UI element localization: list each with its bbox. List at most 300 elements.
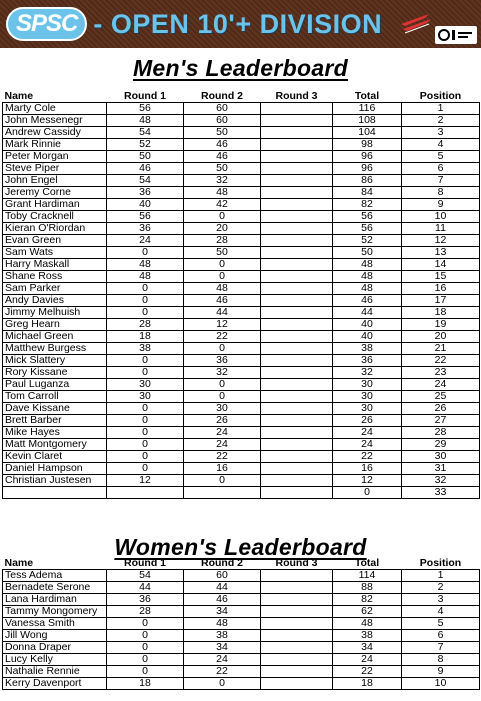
cell-round2: 0 bbox=[184, 475, 261, 487]
cell-position: 16 bbox=[402, 283, 480, 295]
cell-round3 bbox=[261, 127, 333, 139]
column-header-round2: Round 2 bbox=[201, 557, 243, 569]
cell-round2: 48 bbox=[184, 283, 261, 295]
cell-total: 0 bbox=[333, 487, 402, 499]
cell-round2: 46 bbox=[184, 594, 261, 606]
cell-position: 13 bbox=[402, 247, 480, 259]
cell-round2: 0 bbox=[184, 391, 261, 403]
cell-round3 bbox=[261, 199, 333, 211]
cell-round2: 46 bbox=[184, 295, 261, 307]
table-row bbox=[3, 151, 480, 163]
cell-name: Mark Rinnie bbox=[3, 139, 107, 151]
column-header-position: Position bbox=[419, 90, 462, 102]
cell-name: Tess Adema bbox=[3, 570, 107, 582]
cell-name: Shane Ross bbox=[3, 271, 107, 283]
table-row bbox=[3, 355, 480, 367]
column-header-total: Total bbox=[354, 90, 380, 102]
cell-round2: 34 bbox=[184, 606, 261, 618]
table-row bbox=[3, 259, 480, 271]
cell-position: 30 bbox=[402, 451, 480, 463]
cell-round2: 36 bbox=[184, 355, 261, 367]
cell-round2: 32 bbox=[184, 175, 261, 187]
cell-round3 bbox=[261, 187, 333, 199]
cell-round2: 16 bbox=[184, 463, 261, 475]
cell-round2: 50 bbox=[184, 163, 261, 175]
cell-total: 24 bbox=[333, 427, 402, 439]
table-row bbox=[3, 115, 480, 127]
cell-position: 10 bbox=[402, 678, 480, 690]
cell-position: 6 bbox=[402, 630, 480, 642]
cell-round2: 22 bbox=[184, 451, 261, 463]
cell-round3 bbox=[261, 582, 333, 594]
cell-name: Donna Draper bbox=[3, 642, 107, 654]
cell-round3 bbox=[261, 439, 333, 451]
cell-total: 62 bbox=[333, 606, 402, 618]
cell-round3 bbox=[261, 487, 333, 499]
table-row bbox=[3, 211, 480, 223]
cell-round3 bbox=[261, 247, 333, 259]
cell-round2: 12 bbox=[184, 319, 261, 331]
cell-round1: 48 bbox=[107, 271, 184, 283]
womens-leaderboard-title: Women's Leaderboard bbox=[114, 534, 367, 560]
cell-round3 bbox=[261, 415, 333, 427]
cell-name: Jeremy Corne bbox=[3, 187, 107, 199]
cell-total: 18 bbox=[333, 678, 402, 690]
cell-name: Sam Wats bbox=[3, 247, 107, 259]
cell-name: Greg Hearn bbox=[3, 319, 107, 331]
cell-round1: 54 bbox=[107, 175, 184, 187]
cell-round1: 54 bbox=[107, 127, 184, 139]
table-row bbox=[3, 487, 480, 499]
cell-name: Peter Morgan bbox=[3, 151, 107, 163]
cell-total: 82 bbox=[333, 199, 402, 211]
cell-name: Paul Luganza bbox=[3, 379, 107, 391]
table-row bbox=[3, 367, 480, 379]
cell-position: 19 bbox=[402, 319, 480, 331]
table-row bbox=[3, 391, 480, 403]
table-row bbox=[3, 379, 480, 391]
cell-total: 12 bbox=[333, 475, 402, 487]
cell-total: 38 bbox=[333, 630, 402, 642]
cell-round2: 46 bbox=[184, 139, 261, 151]
cell-round2: 44 bbox=[184, 307, 261, 319]
cell-round2: 38 bbox=[184, 630, 261, 642]
cell-position: 22 bbox=[402, 355, 480, 367]
cell-round1: 54 bbox=[107, 570, 184, 582]
table-row bbox=[3, 127, 480, 139]
table-row bbox=[3, 451, 480, 463]
cell-total: 104 bbox=[333, 127, 402, 139]
cell-total: 40 bbox=[333, 319, 402, 331]
cell-total: 22 bbox=[333, 666, 402, 678]
cell-position: 6 bbox=[402, 163, 480, 175]
cell-round2: 24 bbox=[184, 427, 261, 439]
cell-round2: 60 bbox=[184, 115, 261, 127]
cell-total: 48 bbox=[333, 618, 402, 630]
cell-round1: 0 bbox=[107, 463, 184, 475]
cell-total: 30 bbox=[333, 403, 402, 415]
cell-round2: 50 bbox=[184, 247, 261, 259]
table-row bbox=[3, 654, 480, 666]
cell-round1: 38 bbox=[107, 343, 184, 355]
cell-position: 1 bbox=[402, 103, 480, 115]
cell-round1: 52 bbox=[107, 139, 184, 151]
cell-round3 bbox=[261, 570, 333, 582]
cell-round3 bbox=[261, 103, 333, 115]
table-row bbox=[3, 475, 480, 487]
cell-position: 9 bbox=[402, 199, 480, 211]
cell-round3 bbox=[261, 139, 333, 151]
table-row bbox=[3, 618, 480, 630]
table-row bbox=[3, 295, 480, 307]
cell-round1: 0 bbox=[107, 451, 184, 463]
cell-name: Grant Hardiman bbox=[3, 199, 107, 211]
cell-round1: 0 bbox=[107, 654, 184, 666]
cell-round1: 28 bbox=[107, 606, 184, 618]
cell-round3 bbox=[261, 223, 333, 235]
cell-round1: 0 bbox=[107, 283, 184, 295]
cell-round1: 0 bbox=[107, 403, 184, 415]
cell-round2 bbox=[184, 487, 261, 499]
table-row bbox=[3, 594, 480, 606]
column-header-round3: Round 3 bbox=[275, 557, 318, 569]
cell-round3 bbox=[261, 606, 333, 618]
cell-total: 48 bbox=[333, 259, 402, 271]
cell-position: 27 bbox=[402, 415, 480, 427]
cell-name: Lana Hardiman bbox=[3, 594, 107, 606]
cell-round3 bbox=[261, 211, 333, 223]
column-header-total: Total bbox=[354, 557, 380, 569]
cell-round1: 0 bbox=[107, 439, 184, 451]
cell-total: 50 bbox=[333, 247, 402, 259]
cell-round2: 26 bbox=[184, 415, 261, 427]
table-row bbox=[3, 271, 480, 283]
table-row bbox=[3, 235, 480, 247]
cell-position: 26 bbox=[402, 403, 480, 415]
cell-round1: 0 bbox=[107, 666, 184, 678]
cell-round3 bbox=[261, 379, 333, 391]
cell-round2: 0 bbox=[184, 379, 261, 391]
cell-round1: 50 bbox=[107, 151, 184, 163]
cell-round1: 36 bbox=[107, 594, 184, 606]
table-row bbox=[3, 582, 480, 594]
column-header-position: Position bbox=[419, 557, 462, 569]
table-row bbox=[3, 175, 480, 187]
cell-name: Sam Parker bbox=[3, 283, 107, 295]
cell-total: 48 bbox=[333, 283, 402, 295]
cell-round1: 46 bbox=[107, 163, 184, 175]
cell-round1: 30 bbox=[107, 379, 184, 391]
column-header-name: Name bbox=[4, 557, 34, 569]
cell-round1: 0 bbox=[107, 367, 184, 379]
table-row bbox=[3, 570, 480, 582]
cell-round3 bbox=[261, 630, 333, 642]
cell-name bbox=[3, 487, 107, 499]
cell-round3 bbox=[261, 427, 333, 439]
cell-position: 21 bbox=[402, 343, 480, 355]
table-row bbox=[3, 319, 480, 331]
cell-round3 bbox=[261, 642, 333, 654]
cell-position: 28 bbox=[402, 427, 480, 439]
cell-position: 5 bbox=[402, 151, 480, 163]
cell-name: Christian Justesen bbox=[3, 475, 107, 487]
cell-name: Mick Slattery bbox=[3, 355, 107, 367]
cell-name: Tammy Mongomery bbox=[3, 606, 107, 618]
cell-total: 26 bbox=[333, 415, 402, 427]
cell-total: 44 bbox=[333, 307, 402, 319]
cell-round2: 0 bbox=[184, 259, 261, 271]
cell-round1: 18 bbox=[107, 678, 184, 690]
cell-name: Jill Wong bbox=[3, 630, 107, 642]
cell-round1: 40 bbox=[107, 199, 184, 211]
cell-round1: 0 bbox=[107, 295, 184, 307]
cell-total: 40 bbox=[333, 331, 402, 343]
womens-leaderboard-table bbox=[2, 557, 480, 690]
cell-total: 24 bbox=[333, 439, 402, 451]
table-row bbox=[3, 187, 480, 199]
cell-position: 2 bbox=[402, 115, 480, 127]
cell-name: Rory Kissane bbox=[3, 367, 107, 379]
cell-round3 bbox=[261, 319, 333, 331]
cell-total: 88 bbox=[333, 582, 402, 594]
cell-position: 17 bbox=[402, 295, 480, 307]
cell-round2: 48 bbox=[184, 187, 261, 199]
cell-round3 bbox=[261, 403, 333, 415]
column-header-round1: Round 1 bbox=[124, 557, 166, 569]
cell-name: Toby Cracknell bbox=[3, 211, 107, 223]
cell-round1: 0 bbox=[107, 630, 184, 642]
cell-total: 52 bbox=[333, 235, 402, 247]
cell-round1: 12 bbox=[107, 475, 184, 487]
cell-round1: 0 bbox=[107, 247, 184, 259]
cell-total: 82 bbox=[333, 594, 402, 606]
cell-position: 8 bbox=[402, 654, 480, 666]
cell-total: 34 bbox=[333, 642, 402, 654]
table-header-row bbox=[3, 90, 480, 103]
cell-total: 98 bbox=[333, 139, 402, 151]
table-row bbox=[3, 103, 480, 115]
table-row bbox=[3, 678, 480, 690]
cell-position: 4 bbox=[402, 606, 480, 618]
cell-round3 bbox=[261, 594, 333, 606]
cell-position: 33 bbox=[402, 487, 480, 499]
cell-round1: 0 bbox=[107, 307, 184, 319]
cell-total: 86 bbox=[333, 175, 402, 187]
cell-round2: 50 bbox=[184, 127, 261, 139]
cell-round1 bbox=[107, 487, 184, 499]
cell-position: 3 bbox=[402, 127, 480, 139]
cell-round2: 34 bbox=[184, 642, 261, 654]
cell-name: Matthew Burgess bbox=[3, 343, 107, 355]
cell-total: 24 bbox=[333, 654, 402, 666]
cell-position: 12 bbox=[402, 235, 480, 247]
table-row bbox=[3, 283, 480, 295]
cell-round3 bbox=[261, 259, 333, 271]
cell-total: 30 bbox=[333, 379, 402, 391]
table-header-row bbox=[3, 557, 480, 570]
cell-name: Matt Montgomery bbox=[3, 439, 107, 451]
cell-round3 bbox=[261, 678, 333, 690]
cell-position: 3 bbox=[402, 594, 480, 606]
cell-round2: 42 bbox=[184, 199, 261, 211]
cell-name: Lucy Kelly bbox=[3, 654, 107, 666]
cell-total: 96 bbox=[333, 151, 402, 163]
cell-total: 36 bbox=[333, 355, 402, 367]
cell-round3 bbox=[261, 175, 333, 187]
table-row bbox=[3, 331, 480, 343]
mens-leaderboard-title: Men's Leaderboard bbox=[132, 55, 349, 81]
cell-round1: 30 bbox=[107, 391, 184, 403]
partner-logo-icon bbox=[435, 26, 477, 44]
cell-round1: 0 bbox=[107, 427, 184, 439]
table-row bbox=[3, 606, 480, 618]
cell-name: Daniel Hampson bbox=[3, 463, 107, 475]
cell-round2: 28 bbox=[184, 235, 261, 247]
cell-round1: 24 bbox=[107, 235, 184, 247]
cell-name: Kevin Claret bbox=[3, 451, 107, 463]
cell-total: 48 bbox=[333, 271, 402, 283]
cell-name: John Engel bbox=[3, 175, 107, 187]
cell-position: 24 bbox=[402, 379, 480, 391]
cell-total: 96 bbox=[333, 163, 402, 175]
cell-name: Tom Carroll bbox=[3, 391, 107, 403]
cell-round2: 0 bbox=[184, 343, 261, 355]
cell-total: 56 bbox=[333, 211, 402, 223]
cell-position: 5 bbox=[402, 618, 480, 630]
cell-position: 31 bbox=[402, 463, 480, 475]
table-row bbox=[3, 666, 480, 678]
cell-round1: 56 bbox=[107, 103, 184, 115]
cell-round2: 60 bbox=[184, 570, 261, 582]
cell-position: 7 bbox=[402, 642, 480, 654]
cell-name: Kerry Davenport bbox=[3, 678, 107, 690]
cell-round3 bbox=[261, 475, 333, 487]
cell-round3 bbox=[261, 331, 333, 343]
cell-round1: 18 bbox=[107, 331, 184, 343]
cell-total: 22 bbox=[333, 451, 402, 463]
cell-round2: 0 bbox=[184, 678, 261, 690]
cell-position: 1 bbox=[402, 570, 480, 582]
cell-position: 18 bbox=[402, 307, 480, 319]
cell-total: 38 bbox=[333, 343, 402, 355]
table-row bbox=[3, 199, 480, 211]
cell-round3 bbox=[261, 391, 333, 403]
cell-name: Nathalie Rennie bbox=[3, 666, 107, 678]
cell-round1: 0 bbox=[107, 642, 184, 654]
cell-round3 bbox=[261, 343, 333, 355]
spsc-logo: SPSC bbox=[6, 7, 87, 41]
cell-round3 bbox=[261, 654, 333, 666]
cell-position: 7 bbox=[402, 175, 480, 187]
cell-name: Harry Maskall bbox=[3, 259, 107, 271]
header-banner bbox=[0, 0, 481, 48]
cell-round2: 22 bbox=[184, 666, 261, 678]
cell-total: 30 bbox=[333, 391, 402, 403]
cell-total: 16 bbox=[333, 463, 402, 475]
cell-round2: 32 bbox=[184, 367, 261, 379]
cell-round2: 60 bbox=[184, 103, 261, 115]
cell-round1: 48 bbox=[107, 115, 184, 127]
cell-name: Marty Cole bbox=[3, 103, 107, 115]
mens-leaderboard-table bbox=[2, 90, 480, 499]
cell-round3 bbox=[261, 151, 333, 163]
cell-total: 114 bbox=[333, 570, 402, 582]
cell-position: 11 bbox=[402, 223, 480, 235]
cell-name: Vanessa Smith bbox=[3, 618, 107, 630]
cell-round2: 24 bbox=[184, 654, 261, 666]
column-header-round1: Round 1 bbox=[124, 90, 166, 102]
cell-round3 bbox=[261, 295, 333, 307]
cell-position: 8 bbox=[402, 187, 480, 199]
cell-position: 2 bbox=[402, 582, 480, 594]
cell-name: Steve Piper bbox=[3, 163, 107, 175]
cell-round3 bbox=[261, 235, 333, 247]
cell-total: 116 bbox=[333, 103, 402, 115]
cell-position: 23 bbox=[402, 367, 480, 379]
cell-name: Mike Hayes bbox=[3, 427, 107, 439]
cell-round1: 44 bbox=[107, 582, 184, 594]
cell-round3 bbox=[261, 283, 333, 295]
cell-round2: 46 bbox=[184, 151, 261, 163]
cell-name: Andy Davies bbox=[3, 295, 107, 307]
cell-round3 bbox=[261, 451, 333, 463]
cell-position: 25 bbox=[402, 391, 480, 403]
table-row bbox=[3, 163, 480, 175]
table-row bbox=[3, 307, 480, 319]
cell-round3 bbox=[261, 163, 333, 175]
table-row bbox=[3, 415, 480, 427]
cell-position: 14 bbox=[402, 259, 480, 271]
cell-position: 29 bbox=[402, 439, 480, 451]
cell-round2: 30 bbox=[184, 403, 261, 415]
cell-name: Brett Barber bbox=[3, 415, 107, 427]
table-row bbox=[3, 642, 480, 654]
cell-round3 bbox=[261, 367, 333, 379]
table-row bbox=[3, 403, 480, 415]
cell-name: Dave Kissane bbox=[3, 403, 107, 415]
cell-round2: 48 bbox=[184, 618, 261, 630]
column-header-round2: Round 2 bbox=[201, 90, 243, 102]
cell-position: 4 bbox=[402, 139, 480, 151]
table-row bbox=[3, 343, 480, 355]
cell-round3 bbox=[261, 618, 333, 630]
cell-position: 15 bbox=[402, 271, 480, 283]
cell-round1: 36 bbox=[107, 223, 184, 235]
cell-round2: 44 bbox=[184, 582, 261, 594]
column-header-name: Name bbox=[4, 90, 34, 102]
cell-round3 bbox=[261, 115, 333, 127]
cell-name: Michael Green bbox=[3, 331, 107, 343]
table-row bbox=[3, 463, 480, 475]
cell-round1: 0 bbox=[107, 355, 184, 367]
cell-position: 32 bbox=[402, 475, 480, 487]
cell-round1: 0 bbox=[107, 415, 184, 427]
table-row bbox=[3, 247, 480, 259]
cell-round2: 24 bbox=[184, 439, 261, 451]
table-row bbox=[3, 223, 480, 235]
cell-round1: 56 bbox=[107, 211, 184, 223]
cell-total: 56 bbox=[333, 223, 402, 235]
cell-total: 84 bbox=[333, 187, 402, 199]
division-title: - OPEN 10'+ DIVISION bbox=[93, 8, 383, 39]
cell-position: 20 bbox=[402, 331, 480, 343]
cell-round2: 20 bbox=[184, 223, 261, 235]
cell-round1: 48 bbox=[107, 259, 184, 271]
cell-round2: 22 bbox=[184, 331, 261, 343]
cell-name: Andrew Cassidy bbox=[3, 127, 107, 139]
cell-name: Kieran O'Riordan bbox=[3, 223, 107, 235]
cell-round3 bbox=[261, 666, 333, 678]
